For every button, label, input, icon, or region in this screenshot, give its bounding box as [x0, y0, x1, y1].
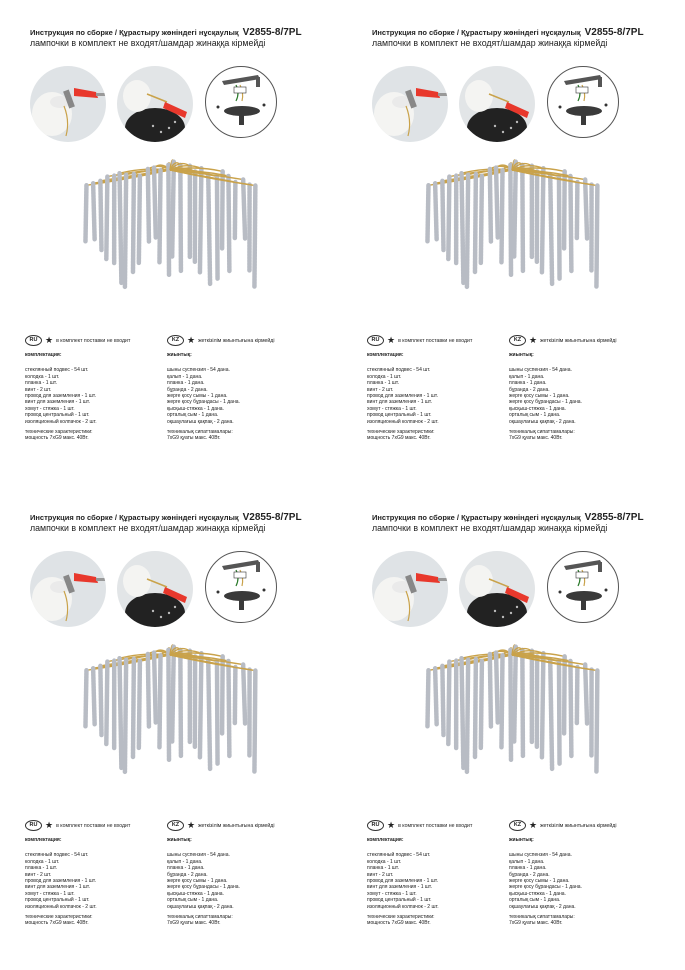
- kz-language-badge: KZ: [509, 820, 526, 831]
- crystal-strand: [481, 661, 482, 748]
- star-icon: ★: [187, 820, 196, 830]
- chandelier-image: [417, 150, 607, 300]
- chandelier-image: [417, 635, 607, 785]
- ru-language-badge: RU: [25, 820, 42, 831]
- model-number: V2855-8/7PL: [584, 27, 644, 38]
- instruction-title: Инструкция по сборке / Құрастыру жөніндегі нұсқаулық V2855-8/7PL: [372, 27, 644, 38]
- crystal-strand: [435, 183, 437, 239]
- kz-contents-item: қалып - 1 дана.: [509, 373, 545, 380]
- assembly-photo-screwdriver: [30, 551, 106, 627]
- ru-note: в комплект поставки не входит: [56, 822, 131, 829]
- crystal-strand: [596, 671, 597, 772]
- crystal-strand: [427, 670, 428, 727]
- crystal-strand: [514, 647, 516, 742]
- crystal-strand: [510, 165, 511, 275]
- kz-contents-item: шыны суспензия - 54 дана.: [167, 367, 230, 374]
- crystal-strand: [435, 668, 437, 724]
- star-icon: ★: [45, 335, 54, 345]
- ru-tech-heading: технические характеристики:: [25, 429, 93, 436]
- crystal-strand: [496, 653, 498, 723]
- crystal-strand: [168, 650, 169, 760]
- ru-contents-item: винт для заземления - 1 шт.: [367, 399, 433, 406]
- crystal-strand: [570, 661, 571, 757]
- kz-contents-item: қысқыш-стяжка - 1 дана.: [509, 405, 566, 412]
- crystal-strand: [501, 655, 502, 748]
- crystal-strand: [542, 653, 543, 758]
- star-icon: ★: [387, 335, 396, 345]
- crystal-strand: [139, 176, 140, 263]
- kz-tech-heading: техникалық сипаттамалары:: [509, 429, 575, 436]
- kz-language-badge: KZ: [509, 335, 526, 346]
- crystal-strand: [93, 668, 95, 724]
- crystal-strand: [254, 186, 255, 287]
- crystal-strand: [159, 655, 160, 748]
- kz-contents-item: жерге қосу сымы - 1 дана.: [509, 393, 570, 400]
- ru-contents-item: колодка - 1 шт.: [367, 373, 402, 380]
- ru-tech-heading: технические характеристики:: [367, 429, 435, 436]
- crystal-strand: [100, 666, 101, 735]
- kz-contents-item: орталық сым - 1 дана.: [509, 412, 561, 419]
- ru-contents-item: колодка - 1 шт.: [367, 858, 402, 865]
- ru-contents-item: планка - 1 шт.: [25, 865, 57, 872]
- kz-contents-heading: жиынтық:: [509, 837, 534, 843]
- crystal-strand: [172, 162, 174, 257]
- model-number: V2855-8/7PL: [242, 27, 302, 38]
- ru-contents-item: колодка - 1 шт.: [25, 858, 60, 865]
- kz-tech-value: 7хG9 қуаты макс. 40Вт.: [167, 435, 221, 442]
- crystal-strand: [235, 182, 236, 239]
- ru-note: в комплект поставки не входит: [56, 337, 131, 344]
- star-icon: ★: [529, 335, 538, 345]
- canopy-wiring-diagram: [205, 66, 277, 138]
- crystal-strand: [148, 169, 149, 241]
- kz-not-included-legend: [509, 820, 617, 831]
- instruction-card: [0, 485, 340, 970]
- kz-contents-item: оқшаулағыш қақпақ - 2 дана.: [509, 418, 576, 425]
- ru-contents-item: провод для заземления - 1 шт.: [367, 393, 438, 400]
- crystal-strand: [180, 650, 181, 756]
- kz-language-badge: KZ: [167, 335, 184, 346]
- crystal-strand: [200, 653, 201, 758]
- bulbs-not-included-note: лампочки в комплект не входят/шамдар жинаққа кірмейді: [372, 38, 608, 48]
- crystal-strand: [522, 165, 523, 271]
- crystal-strand: [490, 654, 491, 726]
- ru-contents-item: хомут - стяжка - 1 шт.: [25, 890, 75, 897]
- ru-contents-item: винт для заземления - 1 шт.: [25, 399, 91, 406]
- crystal-strand: [148, 654, 149, 726]
- star-icon: ★: [187, 335, 196, 345]
- ru-contents-item: колодка - 1 шт.: [25, 373, 60, 380]
- kz-contents-item: жерге қосу бұрандасы - 1 дана.: [167, 884, 240, 891]
- assembly-photo-screwdriver: [372, 66, 448, 142]
- instruction-title: Инструкция по сборке / Құрастыру жөніндегі нұсқаулық V2855-8/7PL: [30, 512, 302, 523]
- kz-contents-item: шыны суспензия - 54 дана.: [509, 367, 572, 374]
- ru-contents-item: стеклянный подвес - 54 шт.: [367, 852, 431, 859]
- crystal-strand: [217, 661, 218, 763]
- kz-contents-list: [509, 352, 659, 442]
- crystal-strand: [559, 176, 560, 278]
- ru-contents-item: изоляционный колпачок - 2 шт.: [367, 418, 439, 425]
- kz-contents-item: бұранда - 2 дана.: [167, 871, 208, 878]
- crystal-strand: [228, 176, 229, 272]
- crystal-strand: [93, 183, 95, 239]
- ru-contents-item: винт - 2 шт.: [367, 871, 394, 878]
- kz-not-included-legend: [167, 820, 275, 831]
- crystal-strand: [448, 177, 449, 259]
- ru-contents-heading: комплектация:: [25, 837, 62, 843]
- crystal-strand: [106, 662, 107, 744]
- ru-language-badge: RU: [367, 335, 384, 346]
- crystal-strand: [243, 180, 245, 240]
- kz-contents-item: қысқыш-стяжка - 1 дана.: [509, 890, 566, 897]
- kz-contents-item: планка - 1 дана.: [167, 865, 205, 872]
- crystal-strand: [481, 176, 482, 263]
- assembly-photo-screwdriver: [372, 551, 448, 627]
- assembly-photo-pliers: [459, 551, 535, 627]
- kz-contents-item: планка - 1 дана.: [509, 380, 547, 387]
- kz-contents-item: планка - 1 дана.: [509, 865, 547, 872]
- canopy-wiring-diagram: [547, 551, 619, 623]
- chandelier-image: [75, 150, 265, 300]
- kz-tech-heading: техникалық сипаттамалары:: [167, 429, 233, 436]
- kz-contents-list: [167, 837, 317, 927]
- model-number: V2855-8/7PL: [242, 512, 302, 523]
- ru-contents-item: изоляционный колпачок - 2 шт.: [25, 418, 97, 425]
- ru-contents-item: провод центральный - 1 шт.: [25, 897, 90, 904]
- crystal-strand: [585, 665, 587, 725]
- ru-contents-item: винт - 2 шт.: [367, 386, 394, 393]
- kz-tech-heading: техникалық сипаттамалары:: [509, 914, 575, 921]
- ru-contents-heading: комплектация:: [25, 352, 62, 358]
- crystal-strand: [462, 173, 464, 283]
- ru-not-included-legend: [367, 820, 472, 831]
- instruction-title: Инструкция по сборке / Құрастыру жөніндегі нұсқаулық V2855-8/7PL: [372, 512, 644, 523]
- ru-contents-item: хомут - стяжка - 1 шт.: [367, 890, 417, 897]
- kz-contents-item: орталық сым - 1 дана.: [509, 897, 561, 904]
- crystal-strand: [125, 660, 126, 772]
- crystal-strand: [100, 181, 101, 250]
- crystal-strand: [133, 659, 134, 757]
- kz-contents-item: бұранда - 2 дана.: [509, 386, 550, 393]
- kz-contents-item: орталық сым - 1 дана.: [167, 897, 219, 904]
- kz-contents-item: шыны суспензия - 54 дана.: [167, 852, 230, 859]
- crystal-strand: [106, 177, 107, 259]
- kz-contents-item: жерге қосу сымы - 1 дана.: [167, 878, 228, 885]
- crystal-strand: [570, 176, 571, 272]
- star-icon: ★: [529, 820, 538, 830]
- ru-contents-heading: комплектация:: [367, 837, 404, 843]
- kz-contents-heading: жиынтық:: [509, 352, 534, 358]
- ru-contents-item: стеклянный подвес - 54 шт.: [367, 367, 431, 374]
- kz-contents-item: жерге қосу бұрандасы - 1 дана.: [509, 884, 582, 891]
- ru-language-badge: RU: [25, 335, 42, 346]
- kz-contents-item: қысқыш-стяжка - 1 дана.: [167, 405, 224, 412]
- crystal-strand: [120, 173, 122, 283]
- crystal-strand: [467, 660, 468, 772]
- canopy-wiring-diagram: [547, 66, 619, 138]
- assembly-photo-pliers: [117, 66, 193, 142]
- ru-contents-item: провод для заземления - 1 шт.: [25, 393, 96, 400]
- crystal-strand: [442, 666, 443, 735]
- crystal-strand: [222, 656, 223, 733]
- ru-contents-item: провод центральный - 1 шт.: [367, 897, 432, 904]
- crystal-strand: [475, 659, 476, 757]
- crystal-strand: [208, 174, 210, 284]
- kz-contents-item: қалып - 1 дана.: [167, 373, 203, 380]
- instruction-card: [342, 0, 682, 485]
- ru-contents-item: изоляционный колпачок - 2 шт.: [25, 903, 97, 910]
- ru-tech-value: мощность 7хG9 макс. 40Вт.: [25, 920, 89, 927]
- kz-contents-item: қалып - 1 дана.: [509, 858, 545, 865]
- kz-contents-item: жерге қосу сымы - 1 дана.: [167, 393, 228, 400]
- ru-contents-item: провод центральный - 1 шт.: [25, 412, 90, 419]
- kz-contents-item: қалып - 1 дана.: [167, 858, 203, 865]
- crystal-strand: [448, 662, 449, 744]
- crystal-strand: [442, 181, 443, 250]
- ru-contents-list: [25, 352, 175, 442]
- kz-contents-list: [509, 837, 659, 927]
- kz-contents-item: оқшаулағыш қақпақ - 2 дана.: [167, 903, 234, 910]
- kz-contents-heading: жиынтық:: [167, 837, 192, 843]
- crystal-strand: [577, 182, 578, 239]
- kz-note: жеткізілім жиынтығына кірмейді: [540, 822, 617, 829]
- kz-contents-item: оқшаулағыш қақпақ - 2 дана.: [167, 418, 234, 425]
- crystal-strand: [85, 670, 86, 727]
- kz-language-badge: KZ: [167, 820, 184, 831]
- instruction-card: [342, 485, 682, 970]
- ru-tech-value: мощность 7хG9 макс. 40Вт.: [367, 920, 431, 927]
- kz-not-included-legend: [509, 335, 617, 346]
- kz-contents-item: жерге қосу сымы - 1 дана.: [509, 878, 570, 885]
- crystal-strand: [154, 653, 156, 723]
- ru-not-included-legend: [25, 820, 130, 831]
- chandelier-image: [75, 635, 265, 785]
- instruction-title: Инструкция по сборке / Құрастыру жөніндегі нұсқаулық V2855-8/7PL: [30, 27, 302, 38]
- ru-tech-value: мощность 7хG9 макс. 40Вт.: [25, 435, 89, 442]
- crystal-strand: [564, 656, 565, 733]
- crystal-strand: [168, 165, 169, 275]
- crystal-strand: [139, 661, 140, 748]
- ru-contents-list: [367, 837, 517, 927]
- bulbs-not-included-note: лампочки в комплект не входят/шамдар жинаққа кірмейді: [30, 38, 266, 48]
- kz-tech-value: 7хG9 қуаты макс. 40Вт.: [167, 920, 221, 927]
- ru-contents-item: винт - 2 шт.: [25, 871, 52, 878]
- ru-contents-item: стеклянный подвес - 54 шт.: [25, 852, 89, 859]
- crystal-strand: [585, 180, 587, 240]
- ru-language-badge: RU: [367, 820, 384, 831]
- bulbs-not-included-note: лампочки в комплект не входят/шамдар жинаққа кірмейді: [30, 523, 266, 533]
- ru-contents-list: [367, 352, 517, 442]
- ru-contents-list: [25, 837, 175, 927]
- ru-tech-value: мощность 7хG9 макс. 40Вт.: [367, 435, 431, 442]
- crystal-strand: [550, 659, 552, 769]
- model-number: V2855-8/7PL: [584, 512, 644, 523]
- kz-contents-item: бұранда - 2 дана.: [167, 386, 208, 393]
- kz-tech-value: 7хG9 қуаты макс. 40Вт.: [509, 435, 563, 442]
- kz-contents-item: шыны суспензия - 54 дана.: [509, 852, 572, 859]
- kz-not-included-legend: [167, 335, 275, 346]
- ru-contents-item: хомут - стяжка - 1 шт.: [25, 405, 75, 412]
- crystal-strand: [200, 168, 201, 273]
- kz-contents-item: қысқыш-стяжка - 1 дана.: [167, 890, 224, 897]
- assembly-photo-pliers: [459, 66, 535, 142]
- crystal-strand: [243, 665, 245, 725]
- ru-contents-item: винт - 2 шт.: [25, 386, 52, 393]
- crystal-strand: [462, 658, 464, 768]
- ru-contents-item: винт для заземления - 1 шт.: [25, 884, 91, 891]
- kz-contents-item: бұранда - 2 дана.: [509, 871, 550, 878]
- ru-contents-item: провод центральный - 1 шт.: [367, 412, 432, 419]
- star-icon: ★: [45, 820, 54, 830]
- ru-contents-item: планка - 1 шт.: [367, 865, 399, 872]
- crystal-strand: [467, 175, 468, 287]
- assembly-photo-pliers: [117, 551, 193, 627]
- kz-tech-value: 7хG9 қуаты макс. 40Вт.: [509, 920, 563, 927]
- crystal-strand: [172, 647, 174, 742]
- crystal-strand: [510, 650, 511, 760]
- kz-note: жеткізілім жиынтығына кірмейді: [540, 337, 617, 344]
- ru-contents-item: хомут - стяжка - 1 шт.: [367, 405, 417, 412]
- crystal-strand: [514, 162, 516, 257]
- crystal-strand: [501, 170, 502, 263]
- crystal-strand: [125, 175, 126, 287]
- canopy-wiring-diagram: [205, 551, 277, 623]
- ru-contents-item: планка - 1 шт.: [367, 380, 399, 387]
- kz-note: жеткізілім жиынтығына кірмейді: [198, 337, 275, 344]
- crystal-strand: [522, 650, 523, 756]
- kz-contents-heading: жиынтық:: [167, 352, 192, 358]
- ru-contents-item: винт для заземления - 1 шт.: [367, 884, 433, 891]
- crystal-strand: [228, 661, 229, 757]
- crystal-strand: [559, 661, 560, 763]
- ru-note: в комплект поставки не входит: [398, 337, 473, 344]
- ru-note: в комплект поставки не входит: [398, 822, 473, 829]
- crystal-strand: [154, 168, 156, 238]
- kz-tech-heading: техникалық сипаттамалары:: [167, 914, 233, 921]
- kz-note: жеткізілім жиынтығына кірмейді: [198, 822, 275, 829]
- assembly-photo-screwdriver: [30, 66, 106, 142]
- crystal-strand: [577, 667, 578, 724]
- ru-not-included-legend: [25, 335, 130, 346]
- crystal-strand: [254, 671, 255, 772]
- instruction-card: [0, 0, 340, 485]
- crystal-strand: [208, 659, 210, 769]
- crystal-strand: [542, 168, 543, 273]
- crystal-strand: [564, 171, 565, 248]
- kz-contents-item: жерге қосу бұрандасы - 1 дана.: [167, 399, 240, 406]
- crystal-strand: [427, 185, 428, 242]
- crystal-strand: [180, 165, 181, 271]
- kz-contents-list: [167, 352, 317, 442]
- ru-contents-item: планка - 1 шт.: [25, 380, 57, 387]
- crystal-strand: [490, 169, 491, 241]
- crystal-strand: [550, 174, 552, 284]
- crystal-strand: [235, 667, 236, 724]
- ru-tech-heading: технические характеристики:: [367, 914, 435, 921]
- kz-contents-item: жерге қосу бұрандасы - 1 дана.: [509, 399, 582, 406]
- ru-contents-heading: комплектация:: [367, 352, 404, 358]
- crystal-strand: [85, 185, 86, 242]
- ru-contents-item: провод для заземления - 1 шт.: [367, 878, 438, 885]
- star-icon: ★: [387, 820, 396, 830]
- crystal-strand: [475, 174, 476, 272]
- ru-contents-item: стеклянный подвес - 54 шт.: [25, 367, 89, 374]
- kz-contents-item: оқшаулағыш қақпақ - 2 дана.: [509, 903, 576, 910]
- bulbs-not-included-note: лампочки в комплект не входят/шамдар жинаққа кірмейді: [372, 523, 608, 533]
- crystal-strand: [222, 171, 223, 248]
- kz-contents-item: орталық сым - 1 дана.: [167, 412, 219, 419]
- crystal-strand: [120, 658, 122, 768]
- crystal-strand: [596, 186, 597, 287]
- ru-not-included-legend: [367, 335, 472, 346]
- kz-contents-item: планка - 1 дана.: [167, 380, 205, 387]
- crystal-strand: [217, 176, 218, 278]
- ru-contents-item: изоляционный колпачок - 2 шт.: [367, 903, 439, 910]
- ru-contents-item: провод для заземления - 1 шт.: [25, 878, 96, 885]
- crystal-strand: [133, 174, 134, 272]
- ru-tech-heading: технические характеристики:: [25, 914, 93, 921]
- crystal-strand: [159, 170, 160, 263]
- crystal-strand: [496, 168, 498, 238]
